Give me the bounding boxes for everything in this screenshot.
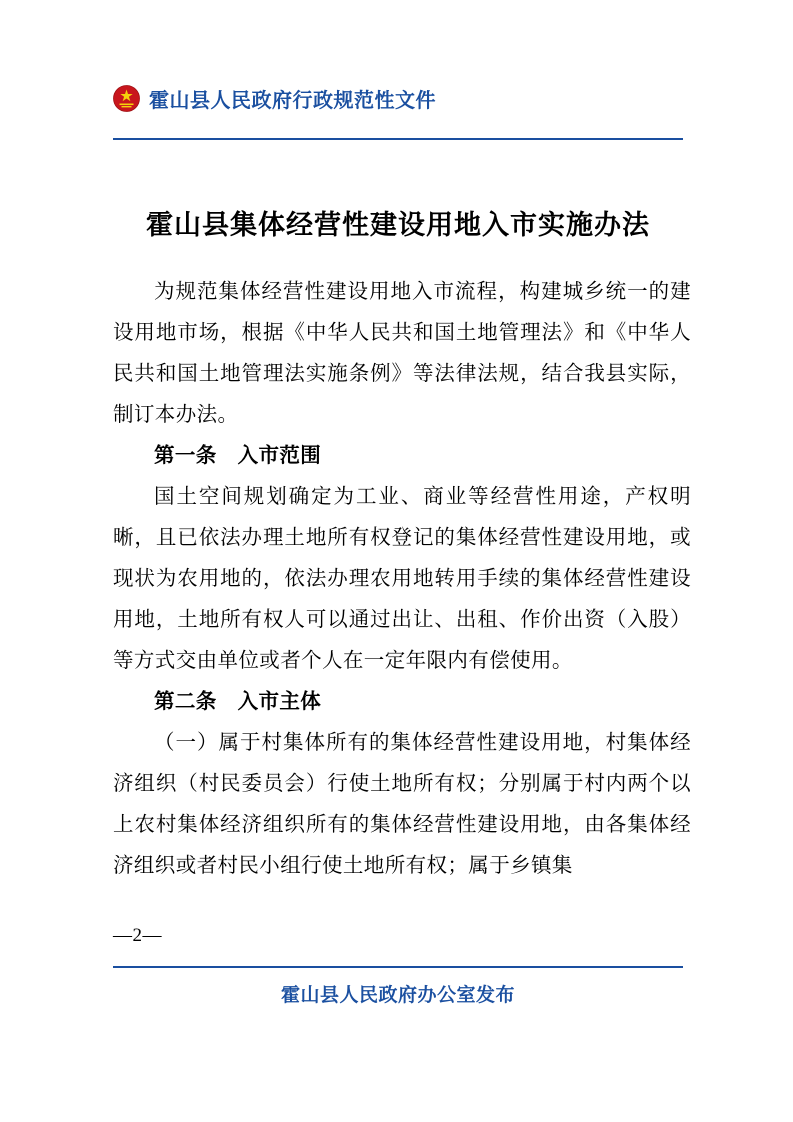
paragraph-preamble: 为规范集体经营性建设用地入市流程，构建城乡统一的建设用地市场，根据《中华人民共和国土地管理法》和《中华人民共和国土地管理法实施条例》等法律法规，结合我县实际，制订本办法。 bbox=[113, 281, 691, 426]
document-header bbox=[113, 84, 683, 113]
paragraph-article-2-heading: 第二条 入市主体 bbox=[154, 691, 322, 713]
page-title: 霍山县集体经营性建设用地入市实施办法 bbox=[146, 210, 650, 241]
header-title: 霍山县人民政府行政规范性文件 bbox=[149, 90, 436, 112]
document-body bbox=[113, 272, 691, 887]
paragraph-article-1-body: 国土空间规划确定为工业、商业等经营性用途，产权明晰，且已依法办理土地所有权登记的集体经营性建设用地，或现状为农用地的，依法办理农用地转用手续的集体经营性建设用地，土地所有权人可以通过出让、出租、作价出资（入股）等方式交由单位或者个人在一定年限内有偿使用。 bbox=[113, 486, 691, 672]
paragraph-article-2-item-1: （一）属于村集体所有的集体经营性建设用地，村集体经济组织（村民委员会）行使土地所有权；分别属于村内两个以上农村集体经济组织所有的集体经营性建设用地，由各集体经济组织或者村民小组行使土地所有权；属于乡镇集 bbox=[113, 732, 691, 877]
footer-issuer: 霍山县人民政府办公室发布 bbox=[280, 985, 515, 1006]
page-number: —2— bbox=[113, 925, 162, 946]
header-divider bbox=[113, 138, 683, 140]
footer-divider bbox=[113, 966, 683, 968]
paragraph-article-1-heading: 第一条 入市范围 bbox=[154, 445, 322, 467]
national-emblem-icon bbox=[113, 85, 140, 112]
